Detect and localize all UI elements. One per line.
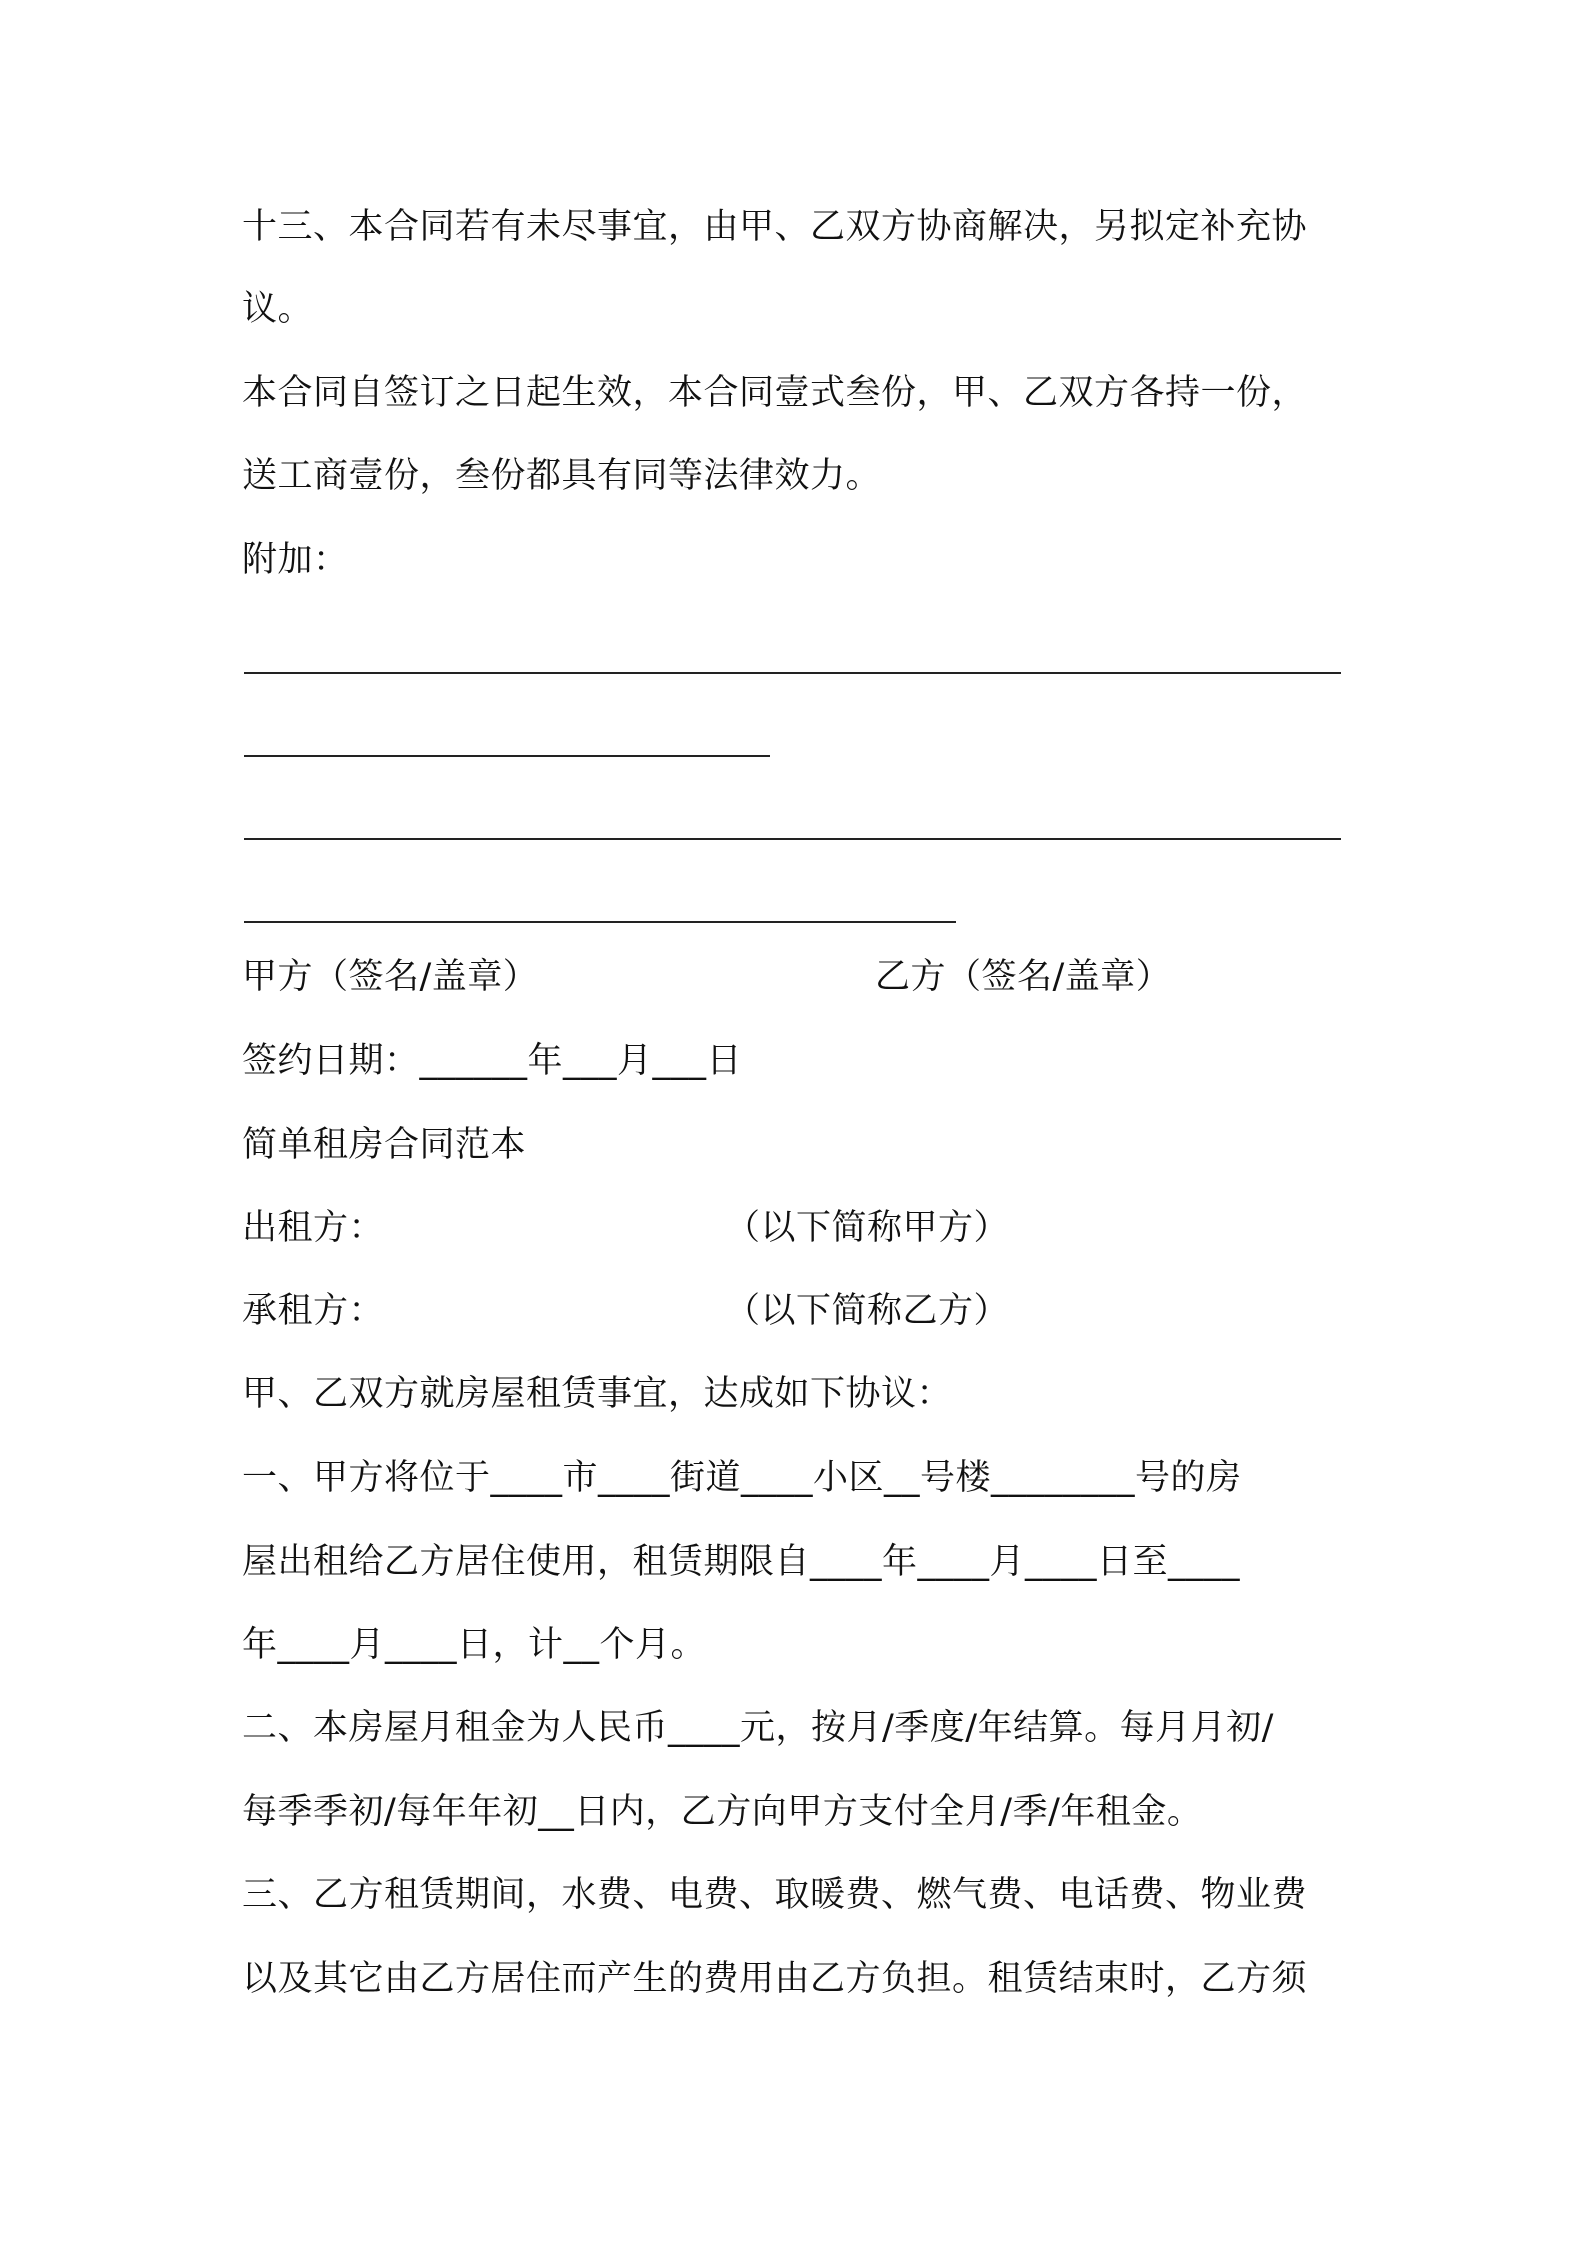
clause-1-line-3: 年____月____日，计__个月。 bbox=[242, 1625, 707, 1665]
addendum-blank-line-4 bbox=[244, 921, 956, 923]
effect-line-2: 送工商壹份，叁份都具有同等法律效力。 bbox=[242, 456, 882, 496]
lessee-note: （以下简称乙方） bbox=[725, 1291, 1010, 1331]
lessor-label: 出租方： bbox=[242, 1208, 385, 1248]
sign-date: 签约日期：______年___月___日 bbox=[242, 1041, 743, 1081]
clause-2-line-1: 二、本房屋月租金为人民币____元，按月/季度/年结算。每月月初/ bbox=[242, 1708, 1274, 1748]
addendum-blank-line-3 bbox=[244, 838, 1341, 840]
clause-3-line-2: 以及其它由乙方居住而产生的费用由乙方负担。租赁结束时，乙方须 bbox=[242, 1959, 1308, 1999]
party-b-signature: 乙方（签名/盖章） bbox=[875, 957, 1172, 997]
clause-3-line-1: 三、乙方租赁期间，水费、电费、取暖费、燃气费、电话费、物业费 bbox=[242, 1875, 1308, 1915]
clause-13-line-2: 议。 bbox=[242, 289, 314, 329]
addendum-blank-line-1 bbox=[244, 672, 1341, 674]
agreement-intro: 甲、乙双方就房屋租赁事宜，达成如下协议： bbox=[242, 1374, 953, 1414]
contract-title: 简单租房合同范本 bbox=[242, 1125, 527, 1165]
addendum-blank-line-2 bbox=[244, 755, 770, 757]
clause-13-line-1: 十三、本合同若有未尽事宜，由甲、乙双方协商解决，另拟定补充协 bbox=[242, 207, 1308, 247]
party-a-signature: 甲方（签名/盖章） bbox=[242, 957, 539, 997]
lessor-note: （以下简称甲方） bbox=[725, 1208, 1010, 1248]
lessee-label: 承租方： bbox=[242, 1291, 385, 1331]
effect-line-1: 本合同自签订之日起生效，本合同壹式叁份，甲、乙双方各持一份， bbox=[242, 373, 1308, 413]
addendum-label: 附加： bbox=[242, 540, 349, 580]
clause-2-line-2: 每季季初/每年年初__日内，乙方向甲方支付全月/季/年租金。 bbox=[242, 1792, 1203, 1832]
clause-1-line-1: 一、甲方将位于____市____街道____小区__号楼________号的房 bbox=[242, 1458, 1242, 1498]
clause-1-line-2: 屋出租给乙方居住使用，租赁期限自____年____月____日至____ bbox=[242, 1542, 1241, 1582]
